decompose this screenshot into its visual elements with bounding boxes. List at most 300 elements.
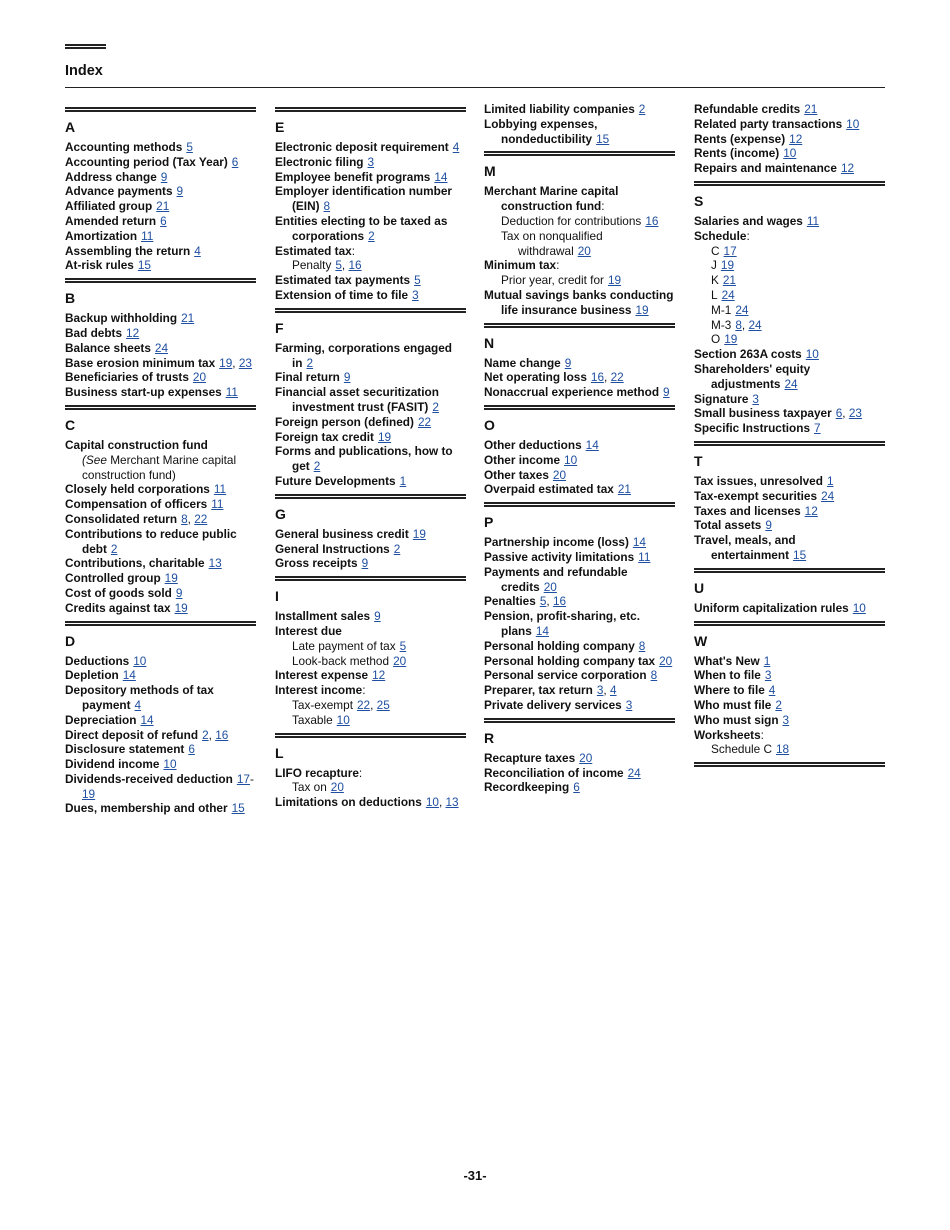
page-link[interactable]: 20 (192, 370, 207, 385)
page-link[interactable]: 24 (721, 287, 735, 302)
section-rule (275, 733, 466, 738)
index-entry (484, 370, 675, 385)
page-link[interactable]: 8 (638, 638, 646, 653)
index-entry (275, 542, 466, 557)
section-rule (484, 502, 675, 507)
index-entry (275, 415, 466, 430)
entry-term: General Instructions (275, 541, 390, 556)
page-link[interactable]: 10 (163, 757, 177, 772)
subentry-term: Penalty (292, 258, 332, 273)
page-refs (426, 795, 459, 809)
page-refs (724, 244, 737, 258)
page-link[interactable]: 9 (160, 169, 168, 184)
page-link[interactable]: 5 (414, 273, 421, 288)
page-link[interactable]: 6 (231, 154, 239, 169)
index-entry (65, 199, 256, 214)
page-link[interactable]: 3 (764, 668, 772, 683)
page-link[interactable]: 4 (609, 683, 617, 698)
index-entry (275, 430, 466, 445)
index-column-3 (484, 102, 675, 795)
page-link[interactable]: 21 (617, 482, 631, 497)
page-link[interactable]: 24 (735, 302, 749, 317)
page-link[interactable]: 11 (213, 482, 227, 497)
page-link[interactable]: 9 (374, 609, 381, 624)
page-refs (126, 326, 139, 340)
page-link[interactable]: 21 (804, 102, 818, 116)
entry-term: Amortization (65, 228, 138, 243)
page-link[interactable]: 20 (543, 579, 557, 594)
index-subentry (694, 332, 885, 347)
page-link[interactable]: 20 (330, 780, 344, 795)
entry-term: Electronic deposit requirement (275, 140, 449, 154)
entry-term: Private delivery services (484, 697, 622, 712)
page-refs (578, 244, 591, 258)
page-link[interactable]: 15 (231, 801, 245, 816)
page-link[interactable]: 12 (840, 161, 855, 176)
page-link[interactable]: 2 (202, 727, 209, 742)
page-link[interactable]: 1 (399, 473, 407, 488)
page-link[interactable]: 19 (82, 786, 96, 801)
entry-term: Deductions (65, 653, 130, 668)
index-entry (65, 311, 256, 326)
page-link[interactable]: 10 (133, 653, 147, 668)
index-entry (275, 624, 466, 639)
index-entry (275, 273, 466, 288)
page-refs (553, 468, 566, 482)
page-refs (565, 356, 572, 370)
entry-term: Foreign person (defined) (275, 414, 414, 429)
entry-term: Capital construction fund (65, 437, 208, 452)
page-refs (331, 780, 344, 794)
entry-term: Refundable credits (694, 102, 801, 116)
page-link[interactable]: 23 (848, 406, 862, 421)
entry-term: Reconciliation of income (484, 765, 624, 780)
page-refs (628, 766, 641, 780)
page-refs (202, 728, 228, 742)
page-link[interactable]: 11 (141, 228, 154, 243)
page-link[interactable]: 22 (610, 370, 624, 385)
page-separator: , (438, 795, 446, 810)
index-entry (275, 184, 466, 214)
index-subentry (275, 654, 466, 669)
page-link[interactable]: 6 (160, 213, 167, 228)
page-link[interactable]: 2 (368, 228, 375, 243)
section-rule (65, 278, 256, 283)
page-refs (783, 146, 796, 160)
page-refs (783, 713, 790, 727)
page-link[interactable]: 19 (720, 258, 735, 273)
page-link[interactable]: 21 (181, 311, 195, 326)
section-letter: P (484, 514, 494, 531)
page-refs (181, 311, 194, 325)
page-link[interactable]: 8 (735, 317, 742, 332)
index-entry (65, 258, 256, 273)
index-entry (65, 668, 256, 683)
page-refs (219, 356, 252, 370)
section-letter: G (275, 505, 286, 522)
index-subentry (694, 244, 885, 259)
page-link[interactable]: 16 (552, 594, 567, 609)
page-link[interactable]: 1 (763, 653, 771, 668)
page-link[interactable]: 19 (724, 332, 738, 347)
index-entry (484, 594, 675, 609)
subentry-term: C (711, 243, 720, 258)
section-rule (484, 405, 675, 410)
page-link[interactable]: 9 (343, 370, 351, 385)
entry-colon: : (358, 765, 363, 780)
page-link[interactable]: 12 (126, 325, 140, 340)
page-link[interactable]: 19 (174, 600, 188, 615)
page-refs (181, 512, 207, 526)
page-link[interactable]: 24 (154, 340, 169, 355)
entry-term: Address change (65, 169, 157, 184)
page-link[interactable]: 17 (236, 771, 250, 786)
page-link[interactable]: 10 (846, 116, 860, 131)
page-link[interactable]: 5 (399, 638, 407, 653)
page-link[interactable]: 4 (194, 243, 201, 258)
entry-term: Installment sales (275, 609, 371, 624)
page-link[interactable]: 4 (452, 140, 460, 154)
index-entry (275, 288, 466, 303)
page-refs (639, 102, 646, 116)
page-refs (635, 303, 648, 317)
page-link[interactable]: 24 (627, 765, 641, 780)
page-link[interactable]: 19 (219, 355, 233, 370)
page-link[interactable]: 6 (835, 406, 843, 421)
page-refs (413, 527, 426, 541)
index-entry (694, 229, 885, 244)
entry-term: Signature (694, 391, 749, 406)
page-refs (597, 683, 617, 697)
section-letter: D (65, 632, 76, 649)
entry-term: Advance payments (65, 184, 173, 199)
page-link[interactable]: 3 (367, 154, 375, 169)
page-separator: , (370, 697, 377, 712)
entry-term: Employee benefit programs (275, 169, 431, 184)
index-entry (65, 438, 256, 453)
page-link[interactable]: 21 (722, 273, 736, 288)
page-link[interactable]: 13 (208, 556, 222, 571)
section-rule (694, 181, 885, 186)
page-link[interactable]: 8 (181, 511, 188, 526)
page-link[interactable]: 2 (110, 541, 118, 556)
index-entry (275, 170, 466, 185)
page-link[interactable]: 6 (188, 742, 195, 757)
page-link[interactable]: 2 (313, 459, 321, 474)
page-link[interactable]: 19 (412, 526, 426, 541)
index-entry (694, 421, 885, 436)
index-entry (694, 601, 885, 616)
page-link[interactable]: 10 (783, 146, 797, 161)
entry-term: Dividend income (65, 757, 160, 772)
page-link[interactable]: 17 (723, 243, 737, 258)
page-link[interactable]: 19 (635, 302, 649, 317)
section-rule (275, 576, 466, 581)
page-link[interactable]: 15 (596, 131, 610, 146)
index-entry (65, 527, 256, 557)
page-link[interactable]: 9 (564, 355, 572, 370)
index-entry (65, 229, 256, 244)
page-refs (140, 713, 153, 727)
page-link[interactable]: 9 (361, 556, 369, 571)
page-link[interactable]: 19 (607, 273, 622, 288)
page-link[interactable]: 2 (638, 102, 646, 116)
section-rule (65, 107, 256, 112)
entry-colon: : (362, 683, 366, 698)
index-entry (694, 102, 885, 117)
index-subentry (484, 273, 675, 288)
entry-term: Depreciation (65, 712, 137, 727)
page-link[interactable]: 19 (164, 571, 178, 586)
entry-term: Repairs and maintenance (694, 161, 837, 176)
index-column-1 (65, 102, 256, 816)
entry-term: Personal service corporation (484, 668, 647, 683)
entry-term: Credits against tax (65, 600, 171, 615)
page-link[interactable]: 20 (393, 653, 407, 668)
entry-term: When to file (694, 668, 761, 683)
page-separator: , (603, 683, 610, 698)
page-link[interactable]: 2 (775, 697, 782, 712)
page-link[interactable]: 9 (175, 585, 183, 600)
page-refs (344, 370, 351, 384)
entry-term: Consolidated return (65, 511, 178, 526)
section-letter: R (484, 729, 495, 746)
page-link[interactable]: 10 (805, 347, 819, 362)
page-link[interactable]: 10 (425, 795, 439, 810)
page-link[interactable]: 5 (335, 258, 342, 273)
page-link[interactable]: 20 (659, 653, 673, 668)
page-refs (846, 117, 859, 131)
index-entry (484, 766, 675, 781)
page-refs (793, 548, 806, 562)
page-refs (638, 550, 650, 564)
page-link[interactable]: 23 (238, 355, 252, 370)
page-link[interactable]: 12 (789, 131, 803, 146)
index-entry (694, 214, 885, 229)
index-entry (65, 586, 256, 601)
index-subentry (275, 713, 466, 728)
index-entry (484, 698, 675, 713)
index-entry (484, 258, 675, 273)
page-link[interactable]: 13 (445, 795, 459, 810)
page-link[interactable]: 16 (645, 213, 659, 228)
page-refs (564, 453, 577, 467)
page-refs (209, 556, 222, 570)
subentry-term: Prior year, credit for (501, 273, 604, 288)
page-link[interactable]: 4 (768, 683, 776, 698)
page-link[interactable]: 4 (134, 697, 142, 712)
page-refs (807, 214, 819, 228)
page-link[interactable]: 15 (793, 547, 807, 562)
page-refs (400, 639, 407, 653)
entry-term: Specific Instructions (694, 421, 811, 436)
entry-term: Mutual savings banks conducting life insurance business (484, 287, 674, 317)
page-refs (372, 668, 385, 682)
index-entry (484, 468, 675, 483)
index-entry (65, 571, 256, 586)
page-link[interactable]: 20 (552, 467, 567, 482)
entry-term: Assembling the return (65, 243, 191, 258)
entry-term: Farming, corporations engaged in (275, 340, 452, 370)
page-link[interactable]: 9 (176, 184, 184, 199)
index-entry (275, 444, 466, 474)
entry-term: Contributions to reduce public debt (65, 526, 237, 556)
entry-term: Limitations on deductions (275, 795, 422, 810)
index-entry (65, 742, 256, 757)
page-link[interactable]: 14 (535, 623, 549, 638)
page-refs (163, 757, 176, 771)
page-link[interactable]: 2 (306, 355, 314, 370)
section-letter: T (694, 452, 703, 469)
entry-colon: : (351, 243, 355, 258)
page-refs (314, 459, 321, 473)
index-entry (65, 184, 256, 199)
page-link[interactable]: 3 (412, 287, 419, 302)
page-link[interactable]: 24 (748, 317, 762, 332)
entry-term: Financial asset securitization investment trust (FASIT) (275, 385, 439, 414)
subentry-term: Deduction for contributions (501, 213, 642, 228)
page-link[interactable]: 15 (137, 258, 151, 273)
page-link[interactable]: 14 (140, 712, 154, 727)
page-refs (841, 161, 854, 175)
page-link[interactable]: 6 (573, 780, 580, 795)
page-refs (226, 385, 238, 399)
subentry-term: Tax-exempt (292, 697, 353, 712)
index-entry (65, 140, 256, 155)
index-entry (65, 601, 256, 616)
page-refs (827, 474, 834, 488)
page-link[interactable]: 10 (852, 600, 866, 615)
index-entry (694, 728, 885, 743)
page-link[interactable]: 12 (804, 503, 818, 518)
page-link[interactable]: 19 (377, 429, 392, 444)
page-link[interactable]: 5 (186, 140, 193, 154)
page-link[interactable]: 24 (784, 376, 798, 391)
page-refs (765, 518, 772, 532)
page-refs (785, 377, 798, 391)
page-refs (138, 258, 151, 272)
page-link[interactable]: 22 (356, 697, 371, 712)
page-link[interactable]: 20 (579, 750, 593, 765)
page-link[interactable]: 12 (372, 668, 386, 683)
page-refs (123, 668, 136, 682)
section-rule (65, 405, 256, 410)
page-refs (418, 415, 431, 429)
entry-term: Closely held corporations (65, 482, 210, 497)
page-link[interactable]: 11 (225, 385, 238, 400)
page-refs (765, 668, 772, 682)
entry-term: Section 263A costs (694, 347, 802, 362)
header-rule (65, 44, 106, 49)
entry-term: Limited liability companies (484, 102, 635, 116)
page-link[interactable]: 20 (577, 243, 591, 258)
page-separator: , (741, 317, 749, 332)
page-link[interactable]: 11 (806, 213, 820, 228)
index-entry (694, 533, 885, 563)
page-link[interactable]: 22 (194, 511, 208, 526)
page-link[interactable]: 11 (638, 549, 651, 564)
page-refs (789, 132, 802, 146)
page-refs (362, 556, 369, 570)
page-link[interactable]: 8 (650, 668, 658, 683)
index-column-2 (275, 102, 466, 810)
entry-colon: : (746, 228, 750, 243)
page-refs (194, 244, 201, 258)
page-link[interactable]: 14 (122, 668, 136, 683)
page-refs (821, 489, 834, 503)
page-refs (722, 288, 735, 302)
page-link[interactable]: 10 (564, 452, 578, 467)
page-link[interactable]: 14 (434, 169, 448, 184)
page-link[interactable]: 3 (625, 697, 633, 712)
page-refs (432, 400, 439, 414)
section-rule (484, 718, 675, 723)
section-rule (275, 107, 466, 112)
entry-term: Estimated tax (275, 243, 352, 258)
page-link[interactable]: 25 (376, 697, 390, 712)
page-refs (156, 199, 169, 213)
index-entry (694, 668, 885, 683)
page-link[interactable]: 9 (765, 518, 772, 533)
page-link[interactable]: 11 (211, 497, 224, 512)
entry-term: Forms and publications, how to get (275, 444, 453, 474)
page-link[interactable]: 18 (776, 742, 790, 757)
index-entry (275, 683, 466, 698)
page-link[interactable]: 16 (348, 258, 362, 273)
page-link[interactable]: 9 (663, 385, 670, 400)
entry-term: Passive activity limitations (484, 549, 635, 564)
section-letter: A (65, 119, 76, 135)
page-link[interactable]: 3 (596, 683, 604, 698)
index-entry (484, 639, 675, 654)
page-link[interactable]: 16 (590, 370, 605, 385)
page-refs (775, 698, 782, 712)
entry-term: Shareholders' equity adjustments (694, 361, 811, 391)
page-link[interactable]: 16 (215, 727, 229, 742)
page-refs (188, 742, 195, 756)
page-link[interactable]: 5 (539, 594, 547, 609)
index-entry (65, 341, 256, 356)
page-link[interactable]: 22 (417, 414, 432, 429)
entry-term: Recordkeeping (484, 780, 570, 795)
page-link[interactable]: 2 (432, 399, 439, 414)
page-link[interactable]: 7 (814, 421, 821, 436)
page-link[interactable]: 3 (752, 391, 759, 406)
page-link[interactable]: 2 (393, 541, 401, 556)
page-refs (414, 273, 421, 287)
index-entry (275, 609, 466, 624)
page-link[interactable]: 24 (821, 488, 835, 503)
page-link[interactable]: 21 (156, 199, 170, 214)
index-entry (275, 668, 466, 683)
page-link[interactable]: 1 (826, 473, 834, 488)
page-refs (608, 273, 621, 287)
page-link[interactable]: 14 (585, 437, 599, 452)
section-letter: N (484, 334, 495, 351)
page-link[interactable]: 10 (336, 712, 350, 727)
page-refs (176, 586, 183, 600)
index-entry (694, 146, 885, 161)
page-link[interactable]: 8 (323, 199, 331, 214)
page-refs (374, 609, 381, 623)
index-entry (65, 244, 256, 259)
entry-term: Employer identification number (EIN) (275, 184, 452, 214)
page-link[interactable]: 3 (782, 712, 790, 727)
page-refs (723, 273, 736, 287)
page-link[interactable]: 14 (632, 535, 646, 550)
index-entry (694, 654, 885, 669)
index-entry (275, 556, 466, 571)
